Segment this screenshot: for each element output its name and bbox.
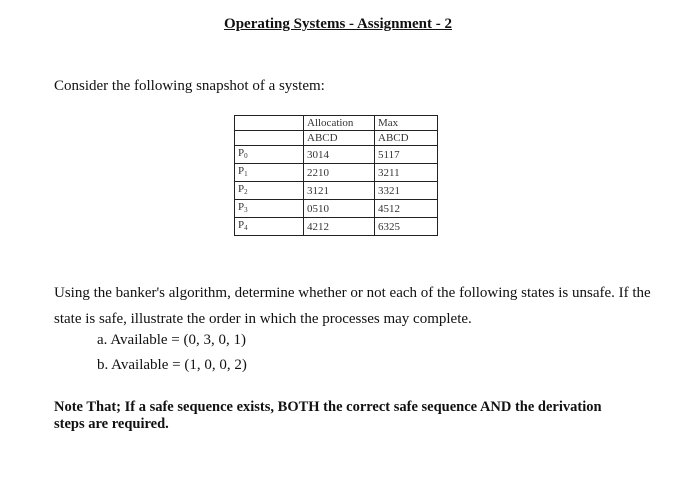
- table-header-row: [235, 116, 438, 131]
- allocation-value: 3014: [304, 146, 375, 164]
- allocation-value: 3121: [304, 182, 375, 200]
- option-b: b. Available = (1, 0, 0, 2): [97, 357, 247, 373]
- intro-text: Consider the following snapshot of a system:: [54, 78, 325, 94]
- table-row: [235, 182, 438, 200]
- table-row: [235, 164, 438, 182]
- allocation-value: 4212: [304, 218, 375, 236]
- process-name: $P_2$: [235, 182, 304, 200]
- header-allocation: Allocation: [304, 116, 375, 131]
- header-max: Max: [375, 116, 438, 131]
- table-row: [235, 146, 438, 164]
- header-process-cell: [235, 116, 304, 131]
- process-name: $P_3$: [235, 200, 304, 218]
- max-value: 3211: [375, 164, 438, 182]
- allocation-value: 0510: [304, 200, 375, 218]
- document-title: Operating Systems - Assignment - 2: [224, 16, 452, 32]
- process-name: $P_0$: [235, 146, 304, 164]
- table-row: [235, 218, 438, 236]
- subheader-process-cell: [235, 131, 304, 146]
- process-name: $P_1$: [235, 164, 304, 182]
- table-row: [235, 200, 438, 218]
- max-value: 3321: [375, 182, 438, 200]
- note-text: Note That; If a safe sequence exists, BOTH the correct safe sequence AND the derivation steps are required.: [54, 399, 602, 432]
- table-subheader-row: [235, 131, 438, 146]
- subheader-max-resources: ABCD: [375, 131, 438, 146]
- process-name: $P_4$: [235, 218, 304, 236]
- question-text: Using the banker's algorithm, determine whether or not each of the following states is unsafe. If the state is safe, illustrate the order in which the processes may complete.: [54, 285, 651, 327]
- max-value: 4512: [375, 200, 438, 218]
- subheader-allocation-resources: ABCD: [304, 131, 375, 146]
- option-a: a. Available = (0, 3, 0, 1): [97, 332, 246, 348]
- snapshot-table: [234, 115, 438, 236]
- max-value: 6325: [375, 218, 438, 236]
- allocation-value: 2210: [304, 164, 375, 182]
- max-value: 5117: [375, 146, 438, 164]
